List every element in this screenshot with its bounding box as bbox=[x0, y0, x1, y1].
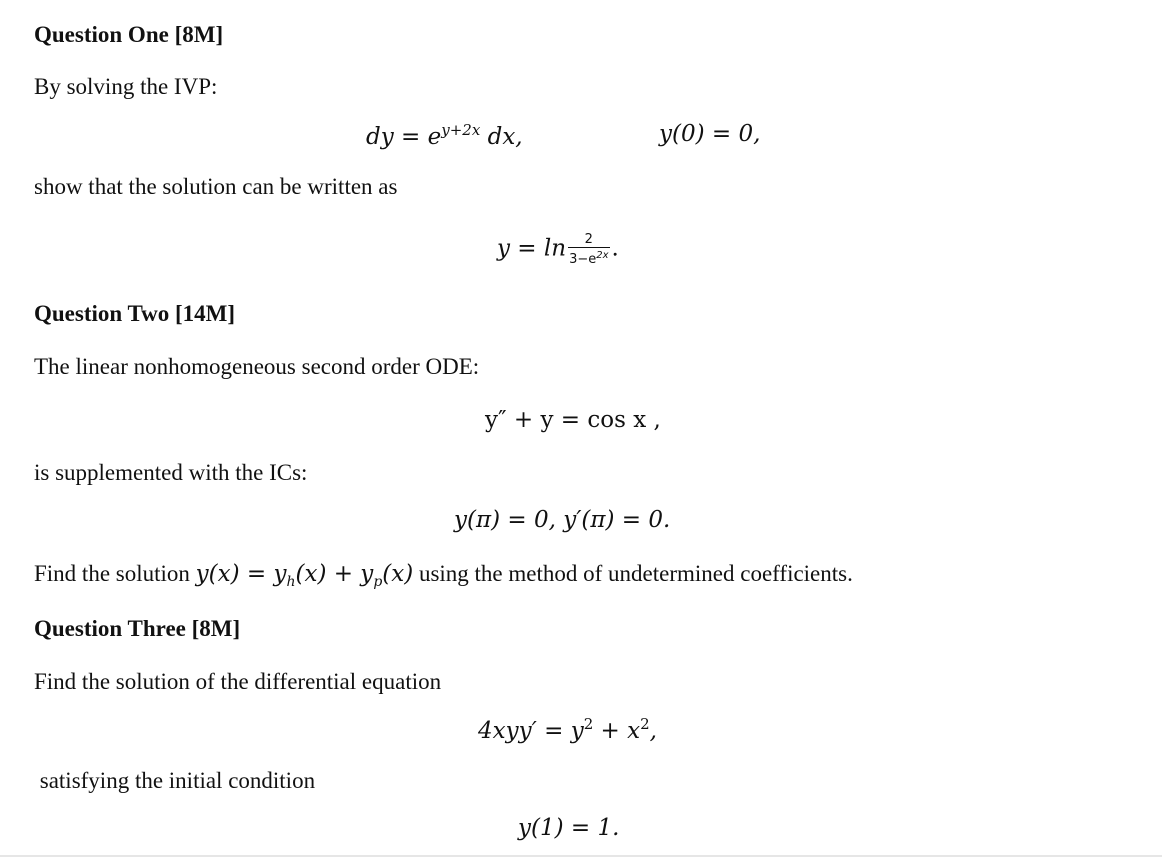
q2-formula-part-b: (x) + y bbox=[295, 561, 374, 587]
q1-solution-period: . bbox=[611, 235, 619, 262]
q1-ode-equation bbox=[366, 121, 523, 150]
q1-ode-lhs: dy = e bbox=[366, 124, 442, 150]
q1-ode-exponent: y+2x bbox=[441, 121, 481, 139]
q1-initial-condition: y(0) = 0, bbox=[659, 121, 761, 147]
q3-eq-square-2: 2 bbox=[640, 715, 650, 733]
q2-formula-sub-h: h bbox=[286, 574, 296, 590]
page-bottom-divider bbox=[0, 855, 1162, 857]
q3-differential-equation bbox=[478, 715, 657, 744]
q3-eq-part-a: 4xyy′ = y bbox=[478, 718, 584, 744]
question-three-heading: Question Three [8M] bbox=[34, 616, 241, 641]
question-one-intro: By solving the IVP: bbox=[34, 74, 218, 99]
q2-formula-sub-p: p bbox=[373, 574, 383, 590]
q1-solution-lhs: y = ln bbox=[497, 235, 567, 262]
q1-solution-equation bbox=[497, 232, 619, 267]
q1-denominator-exponent: 2x bbox=[596, 250, 609, 261]
question-three-ic-prompt: satisfying the initial condition bbox=[34, 768, 316, 793]
q3-initial-condition: y(1) = 1. bbox=[518, 815, 620, 841]
q3-eq-part-b: + x bbox=[593, 718, 641, 744]
q1-solution-fraction bbox=[568, 232, 609, 267]
question-two-heading: Question Two [14M] bbox=[34, 301, 236, 326]
question-two-intro: The linear nonhomogeneous second order ODE: bbox=[34, 354, 480, 379]
q2-find-suffix: using the method of undetermined coefficients. bbox=[413, 561, 853, 586]
q3-eq-square-1: 2 bbox=[583, 715, 594, 733]
question-one-heading: Question One [8M] bbox=[34, 22, 224, 47]
q2-formula-part-c: (x) bbox=[382, 561, 414, 587]
question-two-ic-prompt: is supplemented with the ICs: bbox=[34, 460, 308, 485]
question-one-solution-prompt: show that the solution can be written as bbox=[34, 174, 398, 199]
q3-eq-comma: , bbox=[649, 718, 657, 744]
q2-ode-equation: y″ + y = cos x , bbox=[485, 407, 661, 433]
q2-initial-conditions: y(π) = 0, y′(π) = 0. bbox=[454, 507, 671, 533]
q1-fraction-numerator: 2 bbox=[568, 232, 609, 248]
q2-find-formula bbox=[195, 561, 414, 590]
question-three-intro: Find the solution of the differential equation bbox=[34, 669, 442, 694]
q2-formula-part-a: y(x) = y bbox=[195, 561, 287, 587]
q1-ode-rhs: dx, bbox=[487, 124, 523, 150]
q1-fraction-denominator bbox=[568, 248, 609, 267]
question-two-find-statement bbox=[34, 561, 853, 590]
q2-find-prefix: Find the solution bbox=[34, 561, 196, 586]
q1-denominator-base: 3−e bbox=[569, 252, 597, 267]
